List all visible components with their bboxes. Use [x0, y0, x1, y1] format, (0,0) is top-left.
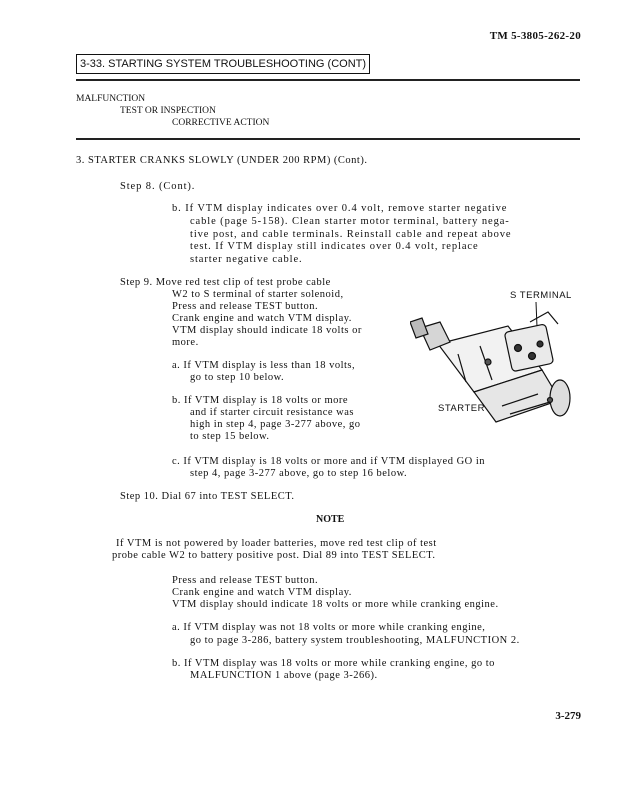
- step9-b-line: to step 15 below.: [190, 431, 270, 442]
- step8-b-line: cable (page 5-158). Clean starter motor terminal, battery nega-: [190, 216, 510, 227]
- after-note-b-line: MALFUNCTION 1 above (page 3-266).: [190, 670, 378, 681]
- step8-title: Step 8. (Cont).: [120, 181, 196, 192]
- step9-line: Crank engine and watch VTM display.: [172, 313, 352, 324]
- starter-motor: [410, 312, 570, 422]
- page-number: 3-279: [555, 710, 581, 722]
- after-note-line: Crank engine and watch VTM display.: [172, 587, 352, 598]
- step8-b-line: b. If VTM display indicates over 0.4 volt, remove starter negative: [172, 203, 508, 214]
- step9-line: more.: [172, 337, 199, 348]
- step9-line: VTM display should indicate 18 volts or: [172, 325, 362, 336]
- note-line: probe cable W2 to battery positive post. Dial 89 into TEST SELECT.: [112, 550, 436, 561]
- note-title: NOTE: [316, 514, 345, 525]
- step9-line: Step 9. Move red test clip of test probe cable: [120, 277, 331, 288]
- step9-c-line: step 4, page 3-277 above, go to step 16 below.: [190, 468, 408, 479]
- tm-number: TM 5-3805-262-20: [489, 30, 581, 42]
- note-line: If VTM is not powered by loader batteries, move red test clip of test: [116, 538, 437, 549]
- step9-b-line: and if starter circuit resistance was: [190, 407, 354, 418]
- step8-b-line: test. If VTM display still indicates over 0.4 volt, replace: [190, 241, 479, 252]
- starter-label: STARTER: [438, 403, 485, 414]
- after-note-a-line: go to page 3-286, battery system troubleshooting, MALFUNCTION 2.: [190, 635, 520, 646]
- malfunction-title: 3. STARTER CRANKS SLOWLY (UNDER 200 RPM) (Cont).: [76, 155, 368, 166]
- step9-line: W2 to S terminal of starter solenoid,: [172, 289, 344, 300]
- starter-illustration: [410, 282, 585, 432]
- step9-b-line: b. If VTM display is 18 volts or more: [172, 395, 349, 406]
- section-title-box: 3-33. STARTING SYSTEM TROUBLESHOOTING (CONT): [76, 54, 370, 74]
- top-rule: [76, 79, 580, 81]
- step8-b-line: starter negative cable.: [190, 254, 303, 265]
- step8-b-line: tive post, and cable terminals. Reinstall cable and repeat above: [190, 229, 512, 240]
- step9-line: Press and release TEST button.: [172, 301, 319, 312]
- after-note-line: Press and release TEST button.: [172, 575, 319, 586]
- s-terminal-label: S TERMINAL: [510, 290, 572, 301]
- col-header-test: TEST OR INSPECTION: [120, 106, 216, 116]
- header-rule: [76, 138, 580, 140]
- col-header-malfunction: MALFUNCTION: [76, 94, 146, 104]
- step9-a-line: go to step 10 below.: [190, 372, 285, 383]
- step10-title: Step 10. Dial 67 into TEST SELECT.: [120, 491, 295, 502]
- after-note-b-line: b. If VTM display was 18 volts or more while cranking engine, go to: [172, 658, 495, 669]
- step9-a-line: a. If VTM display is less than 18 volts,: [172, 360, 356, 371]
- step9-c-line: c. If VTM display is 18 volts or more and if VTM displayed GO in: [172, 456, 486, 467]
- after-note-a-line: a. If VTM display was not 18 volts or more while cranking engine,: [172, 622, 486, 633]
- after-note-line: VTM display should indicate 18 volts or more while cranking engine.: [172, 599, 499, 610]
- col-header-action: CORRECTIVE ACTION: [172, 118, 270, 128]
- step9-b-line: high in step 4, page 3-277 above, go: [190, 419, 361, 430]
